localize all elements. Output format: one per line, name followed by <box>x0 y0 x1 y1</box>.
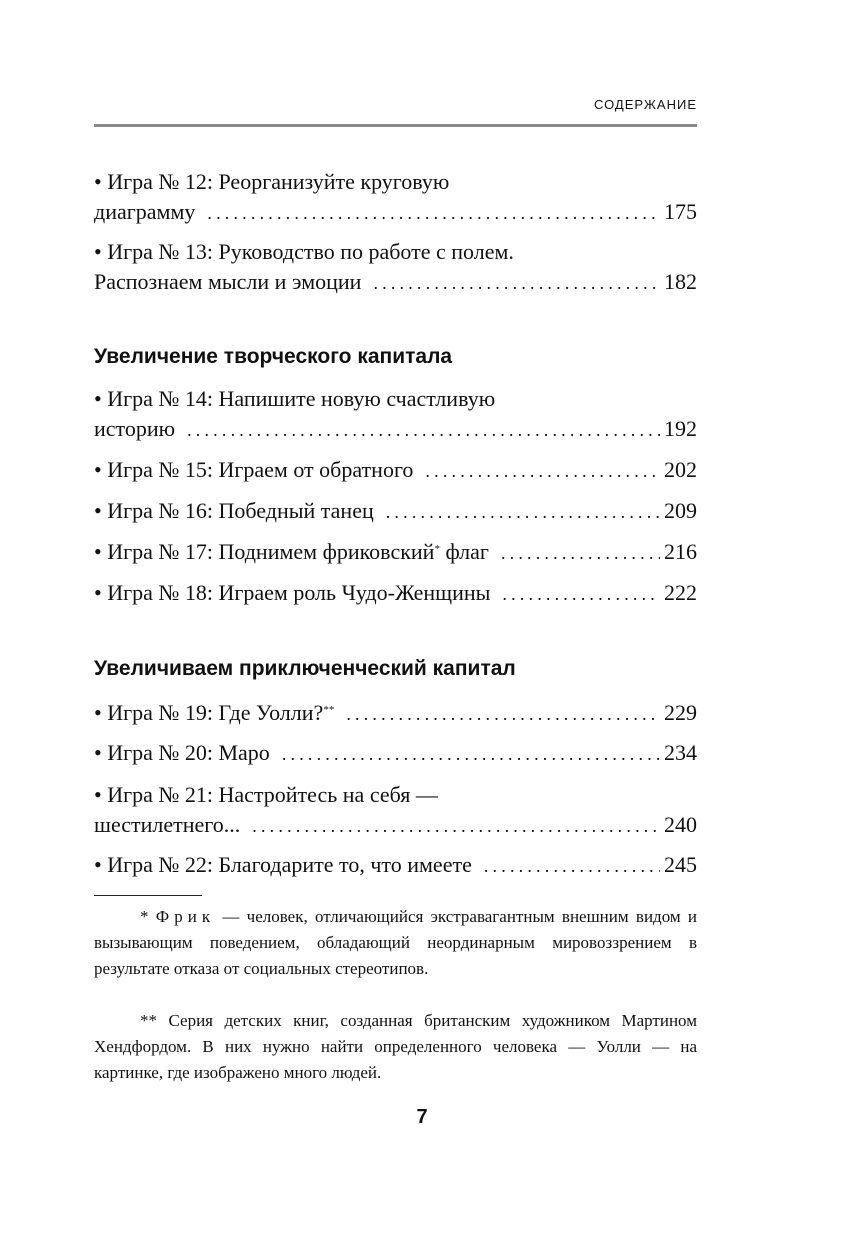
footnote-rule <box>94 895 202 896</box>
toc-entry-text: Распознаем мысли и эмоции <box>94 269 362 294</box>
toc-page-number: 202 <box>664 457 697 482</box>
footnote-1: * Фрик — человек, отличающийся экстравагантным внешним видом и вызывающим поведением, обладающий неординарным мировоззрением в результате отказа от социальных стереотипов. <box>94 907 698 978</box>
toc-page-number: 240 <box>664 812 697 837</box>
toc-entry-text: • Игра № 15: Играем от обратного <box>94 457 414 482</box>
running-header: СОДЕРЖАНИЕ <box>593 97 697 112</box>
toc-entry-text: • Игра № 13: Руководство по работе с полем. <box>94 239 514 264</box>
dot-leader <box>502 579 660 609</box>
toc-page-number: 222 <box>664 580 697 605</box>
toc-entry-text: историю <box>94 416 176 441</box>
toc-entry-text: • Игра № 22: Благодарите то, что имеете <box>94 852 472 877</box>
toc-page-number: 175 <box>664 199 697 224</box>
toc-entry-21[interactable] <box>94 780 697 841</box>
toc-page-number: 182 <box>664 269 697 294</box>
footnote-marker: * <box>434 543 440 555</box>
page-number: 7 <box>416 1106 428 1128</box>
toc-entry-12[interactable] <box>94 167 697 228</box>
toc-entry-text: • Игра № 16: Победный танец <box>94 498 374 523</box>
toc-entry-text: • Игра № 21: Настройтесь на себя — <box>94 782 438 807</box>
toc-entry-text: • Игра № 14: Напишите новую счастливую <box>94 386 496 411</box>
toc-page-number: 234 <box>664 740 697 765</box>
toc-entry-22[interactable] <box>94 850 697 881</box>
toc-entry-text: • Игра № 17: Поднимем фриковский* флаг <box>94 539 489 564</box>
toc-entry-18[interactable] <box>94 578 697 609</box>
dot-leader <box>346 699 660 729</box>
toc-entry-19[interactable] <box>94 698 697 729</box>
toc-page-number: 245 <box>664 852 697 877</box>
dot-leader <box>207 198 660 228</box>
dot-leader <box>252 811 660 841</box>
toc-entry-20[interactable] <box>94 738 697 769</box>
toc-entry-text: • Игра № 18: Играем роль Чудо-Женщины <box>94 580 491 605</box>
toc-entry-text: • Игра № 19: Где Уолли?** <box>94 700 335 725</box>
toc-entry-text: шестилетнего... <box>94 812 241 837</box>
toc-entry-text: диаграмму <box>94 199 196 224</box>
toc-page-number: 216 <box>664 539 697 564</box>
toc-entry-17[interactable] <box>94 537 697 568</box>
toc-page-number: 209 <box>664 498 697 523</box>
toc-entry-15[interactable] <box>94 455 697 486</box>
header-rule <box>94 124 697 127</box>
toc-page-number: 229 <box>664 700 697 725</box>
toc-entry-16[interactable] <box>94 496 697 527</box>
dot-leader <box>501 538 660 568</box>
footnote-term: Фрик <box>155 907 216 926</box>
toc-page-number: 192 <box>664 416 697 441</box>
section-title: Увеличение творческого капитала <box>94 345 453 368</box>
dot-leader <box>425 456 660 486</box>
dot-leader <box>187 415 660 445</box>
toc-entry-13[interactable] <box>94 237 697 298</box>
toc-entry-14[interactable] <box>94 384 697 445</box>
dot-leader <box>373 268 660 298</box>
section-title: Увеличиваем приключенческий капитал <box>94 657 516 680</box>
toc-entry-text: • Игра № 12: Реорганизуйте круговую <box>94 169 450 194</box>
footnote-2: ** Серия детских книг, созданная британским художником Мартином Хендфордом. В них нужно найти определенного человека — Уолли — на картинке, где изображено много людей. <box>94 1011 697 1082</box>
dot-leader <box>386 497 660 527</box>
dot-leader <box>282 739 660 769</box>
footnote-marker: ** <box>323 704 335 716</box>
dot-leader <box>484 851 660 881</box>
toc-entry-text: • Игра № 20: Маро <box>94 740 270 765</box>
